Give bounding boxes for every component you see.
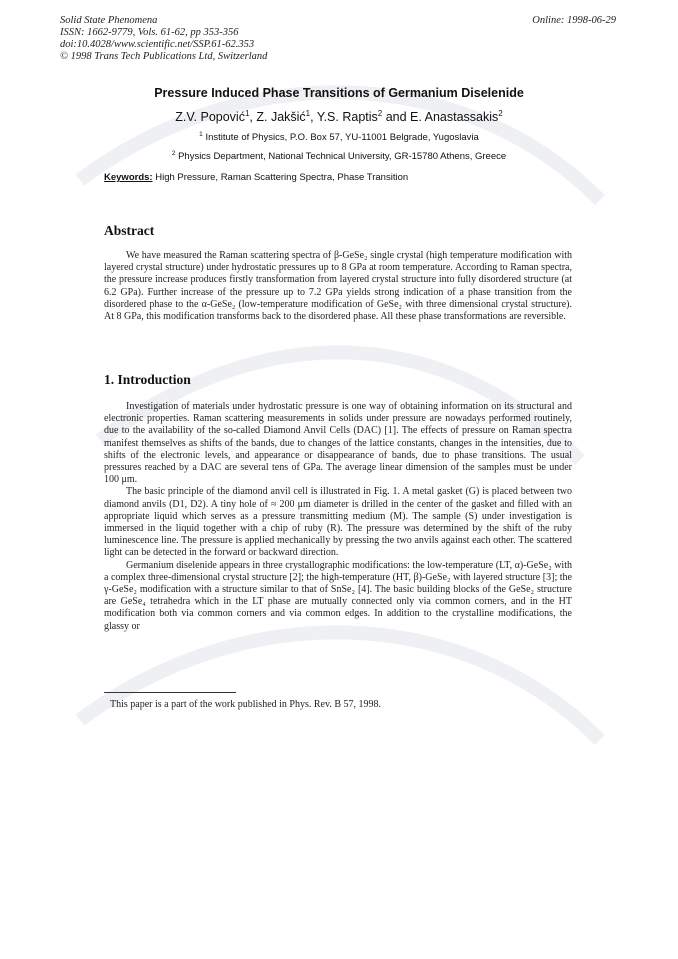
- abstract-body: [104, 250, 572, 323]
- keywords-label: Keywords:: [104, 172, 153, 183]
- author: Z. Jakšić$^1$,: [256, 109, 317, 124]
- abstract-text: We have measured the Raman scattering spectra of β-GeSe₂ single crystal (high temperature modification with layered crystal structure) under hydrostatic pressures up to 8 GPa at room temperature. According to Raman spectra, the pressure increase produces firstly transformation from layered crystal structure into fully disordered structure (at 6.2 GPa). Further increase of the pressure up to 7.2 GPa yields strong indication of a phase transition from the disordered phase to the α-GeSe₂ (low-temperature modification of GeSe₂ with three dimensional crystal structure). At 8 GPa, this modification transforms back to the disordered phase. All these phase transformations are reversible.: [104, 250, 572, 323]
- keywords-text: High Pressure, Raman Scattering Spectra, Phase Transition: [155, 172, 409, 183]
- author: Y.S. Raptis$^2$ and: [316, 109, 411, 124]
- journal-header: [60, 15, 267, 63]
- journal-name: Solid State Phenomena: [60, 15, 158, 26]
- footnote: This paper is a part of the work published in Phys. Rev. B 57, 1998.: [110, 699, 381, 710]
- author: E. Anastassakis$^2$: [410, 109, 503, 124]
- introduction-body: [104, 401, 572, 633]
- intro-paragraph-1: Investigation of materials under hydrostatic pressure is one way of obtaining information on its structural and electronic properties. Raman scattering measurements in solids under pressure are nowadays performed routinely, due to the availability of the so-called Diamond Anvil Cells (DAC) [1]. The effects of pressure on Raman spectra manifest themselves as shifts of the bands, due to changes of the lattice constants, changes in the intensities, due to shifts of the electronic levels, and appearance or disappearance of bands, due to phase transitions. The usual pressures reached by a DAC are several tens of GPa. The average linear dimension of the samples must be under 100 μm.: [104, 401, 572, 486]
- affiliation-2: $^2$ Physics Department, National Technical University, GR-15780 Athens, Greece: [171, 150, 507, 162]
- issn-line: ISSN: 1662-9779, Vols. 61-62, pp 353-356: [60, 27, 239, 38]
- online-date: Online: 1998-06-29: [532, 15, 616, 26]
- affiliation-1: $^1$ Institute of Physics, P.O. Box 57, YU-11001 Belgrade, Yugoslavia: [199, 131, 479, 143]
- abstract-heading: Abstract: [104, 223, 155, 238]
- author-list: [0, 109, 678, 124]
- author: Z.V. Popović$^1$,: [175, 109, 257, 124]
- intro-paragraph-2: The basic principle of the diamond anvil cell is illustrated in Fig. 1. A metal gasket (G) is placed between two diamond anvils (D1, D2). A tiny hole of ≈ 200 μm diameter is drilled in the center of the gasket and filled with an appropriate liquid which serves as a pressure transmitting medium (M). The sample (S) under investigation is immersed in the liquid together with a chip of ruby (R). The pressure was determined by the shift of the ruby luminescence line. The pressure is applied mechanically by pressing the two anvils against each other. The scattered light can be detected in the forward or backward direction.: [104, 486, 572, 559]
- doi-line[interactable]: doi:10.4028/www.scientific.net/SSP.61-62.353: [60, 39, 255, 50]
- introduction-heading: 1. Introduction: [104, 372, 191, 387]
- footnote-divider: [104, 692, 236, 693]
- copyright-line: © 1998 Trans Tech Publications Ltd, Switzerland: [60, 51, 268, 62]
- paper-title: Pressure Induced Phase Transitions of Germanium Diselenide: [154, 86, 524, 100]
- intro-paragraph-3: Germanium diselenide appears in three crystallographic modifications: the low-temperature (LT, α)-GeSe₂ with a complex three-dimensional crystal structure [2]; the high-temperature (HT, β)-GeSe₂ with layered structure [3]; the γ-GeSe₂ modification with a structure similar to that of SnSe₂ [4]. The basic building blocks of the GeSe₂ structure are GeSe₄ tetrahedra which in the LT phase are mutually connected only via common corners, and in the HT modification both via common corners and via common edges. In addition to the crystalline modifications, the glassy or: [104, 559, 572, 632]
- keywords: [104, 172, 408, 183]
